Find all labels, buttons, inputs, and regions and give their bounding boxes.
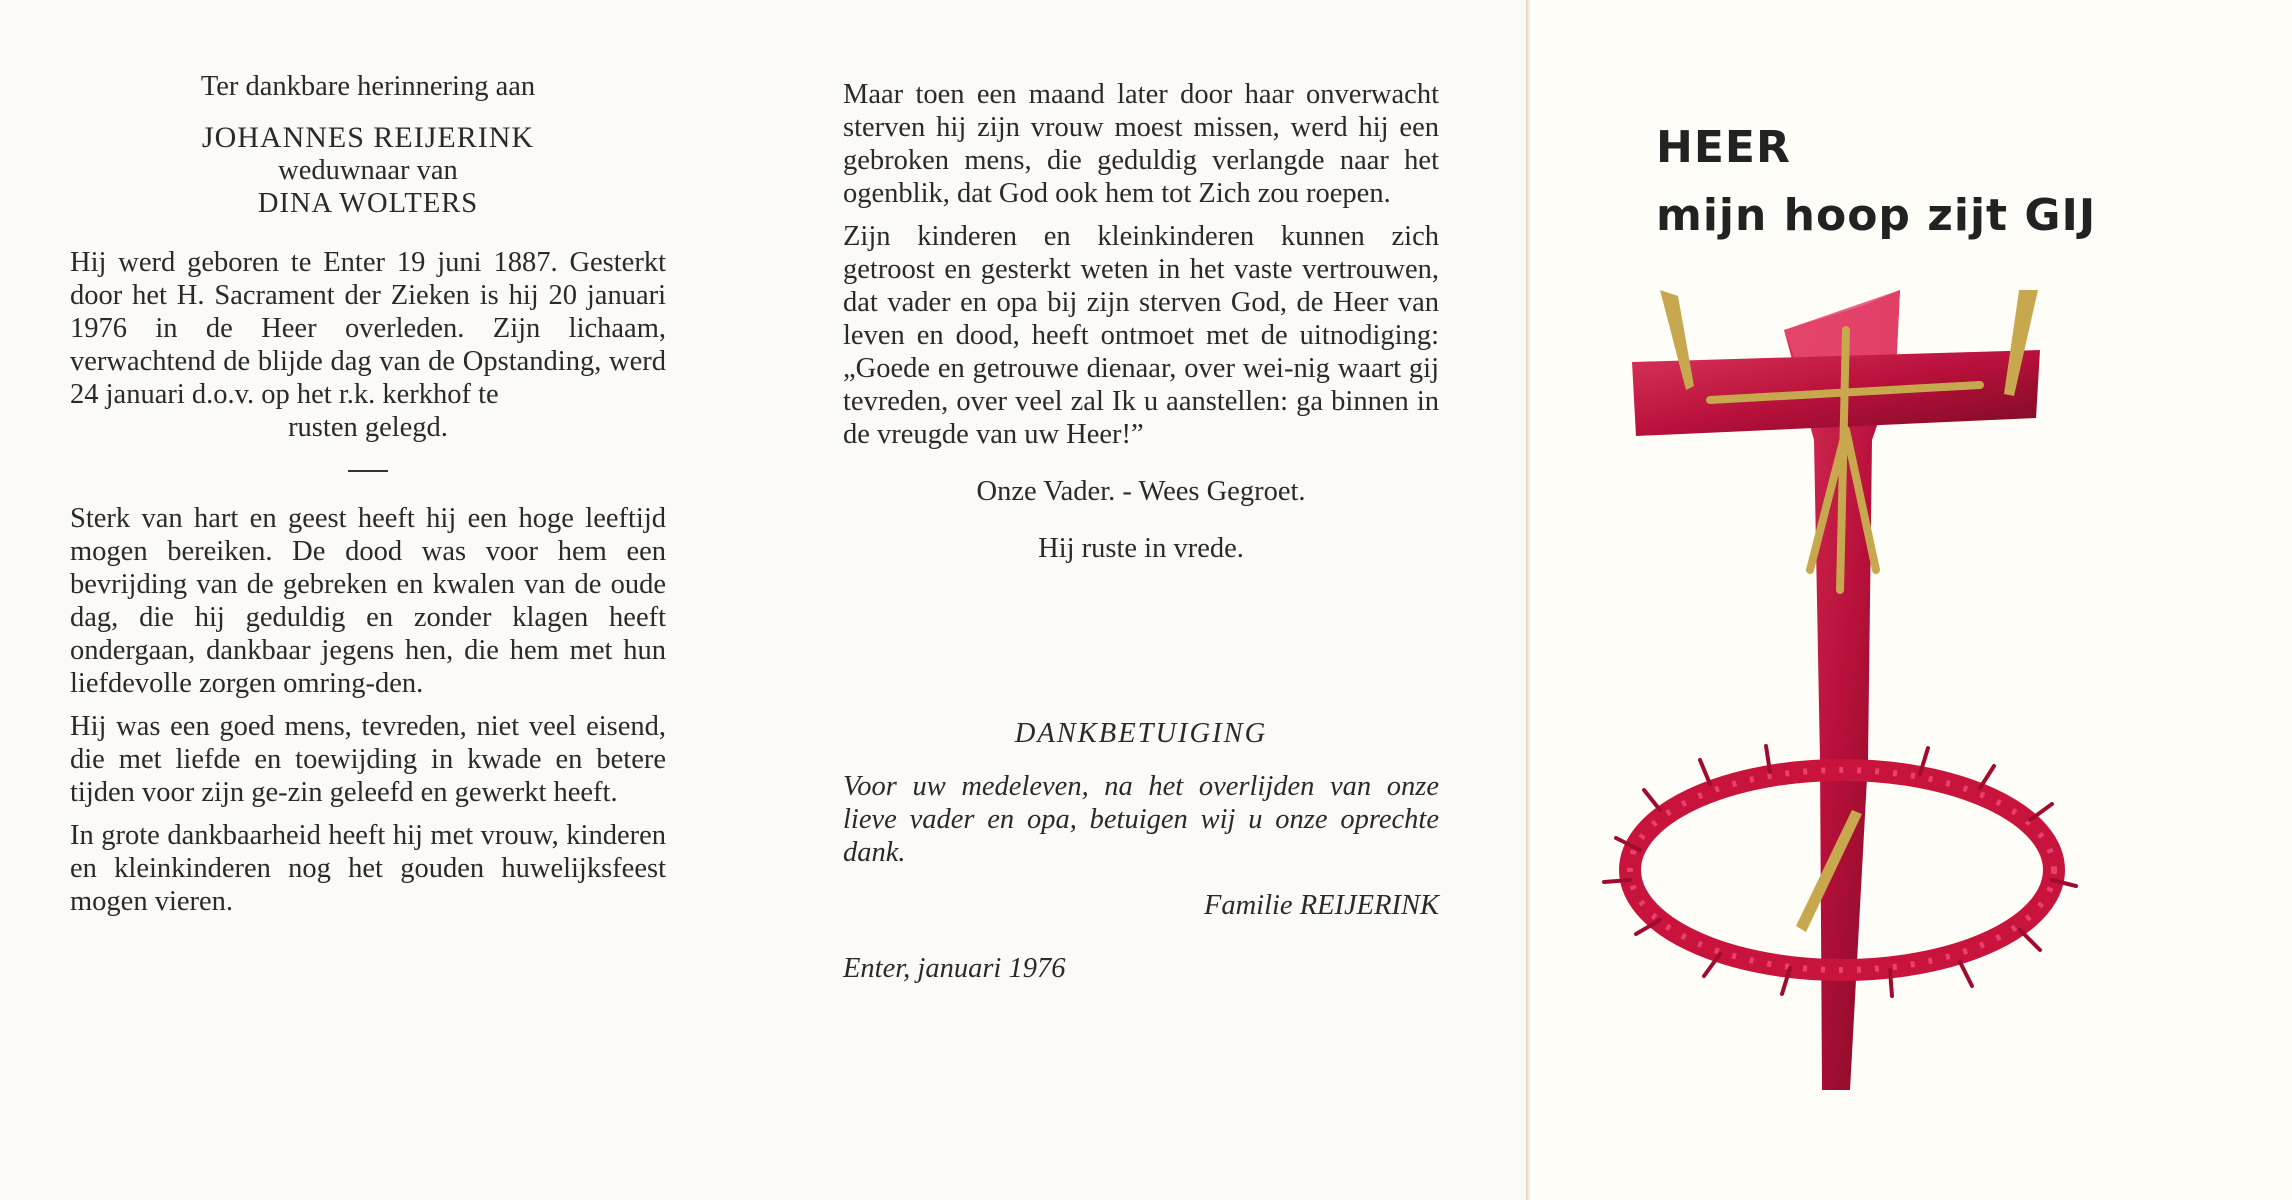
thanks-title: DANKBETUIGING <box>1014 718 1268 749</box>
spouse-name: DINA WOLTERS <box>257 188 479 219</box>
family-signature: Familie REIJERINK <box>1203 890 1439 921</box>
cover-panel <box>1530 0 2292 1200</box>
thanks-text: Voor uw medeleven, na het overlijden van onze lieve vader en opa, betuigen wij u onze oprechte dank. <box>843 771 1439 868</box>
separator-dash <box>348 470 388 472</box>
prayers-line: Onze Vader. - Wees Gegroet. <box>976 476 1306 507</box>
rest-in-peace: Hij ruste in vrede. <box>1038 533 1244 564</box>
cover-heading-line2: mijn hoop zijt GIJ <box>1656 190 2097 241</box>
left-panel <box>70 70 666 918</box>
birth-death-paragraph: Hij werd geboren te Enter 19 juni 1887. Gesterkt door het H. Sacrament der Zieken is hij 20 januari 1976 in de Heer overleden. Zijn lichaam, verwachtend de blijde dag van de Opstanding, werd 24 januari d.o.v. op het r.k. kerkhof te <box>70 247 666 410</box>
anniversary-paragraph: In grote dankbaarheid heeft hij met vrouw, kinderen en kleinkinderen nog het gouden huwelijksfeest mogen vieren. <box>70 820 666 917</box>
cover-heading-line1: HEER <box>1656 122 1791 173</box>
intro-text: Ter dankbare herinnering aan <box>200 71 536 102</box>
faith-paragraph: Zijn kinderen en kleinkinderen kunnen zich getroost en gesterkt weten in het vaste vertrouwen, dat vader en opa bij zijn sterven God, de Heer van leven en dood, heeft ontmoet met de uitnodiging: „Goede en getrouwe dienaar, over wei-nig waart gij tevreden, over veel zal Ik u aanstellen: ga binnen in de vreugde van uw Heer!” <box>843 221 1439 450</box>
deceased-name: JOHANNES REIJERINK <box>201 121 535 154</box>
widower-label: weduwnaar van <box>278 155 458 186</box>
cross-with-crown-of-thorns-icon <box>1600 290 2080 1120</box>
life-paragraph: Sterk van hart en geest heeft hij een hoge leeftijd mogen bereiken. De dood was voor hem een bevrijding van de gebreken en kwalen van de oude dag, die hij geduldig en zonder klagen heeft ondergaan, dankbaar jegens hen, die hem met hun liefdevolle zorgen omring-den. <box>70 503 666 699</box>
character-paragraph: Hij was een goed mens, tevreden, niet veel eisend, die met liefde en toewijding in kwade en betere tijden voor zijn ge-zin geleefd en gewerkt heeft. <box>70 711 666 808</box>
loss-paragraph: Maar toen een maand later door haar onverwacht sterven hij zijn vrouw moest missen, werd hij een gebroken mens, die geduldig verlangde naar het ogenblik, dat God ook hem tot Zich zou roepen. <box>843 79 1439 209</box>
middle-panel <box>843 78 1439 985</box>
place-date: Enter, januari 1976 <box>843 953 1066 984</box>
burial-line: rusten gelegd. <box>288 412 448 443</box>
